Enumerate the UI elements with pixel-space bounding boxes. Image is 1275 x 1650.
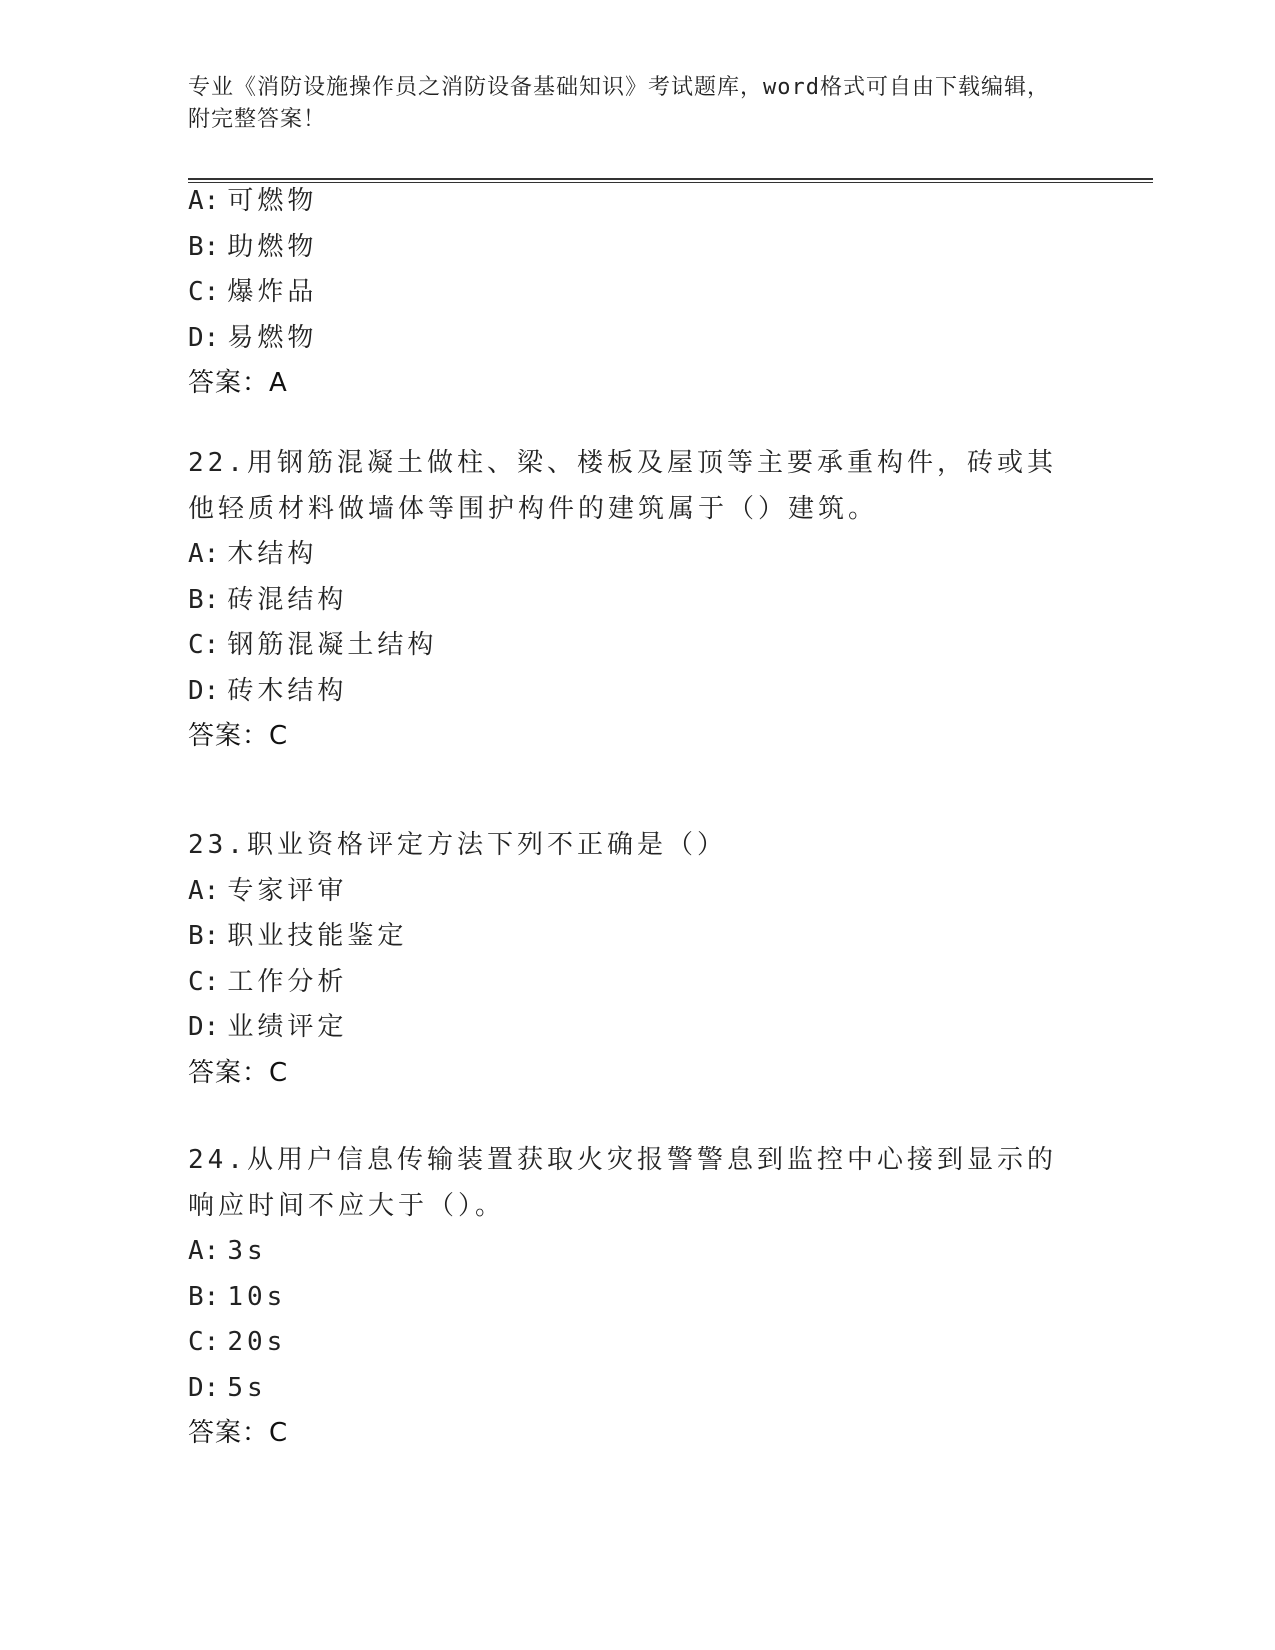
option-a: A: 3s — [188, 1236, 267, 1266]
option-a: A: 可燃物 — [188, 186, 318, 216]
answer-value: C — [269, 1057, 289, 1088]
question-22 — [188, 441, 1068, 760]
answer-line: 答案：C — [188, 1057, 289, 1088]
question-21 — [188, 179, 1068, 407]
option-c: C: 爆炸品 — [188, 277, 318, 307]
option-d: D: 业绩评定 — [188, 1012, 348, 1042]
answer-line: 答案：C — [188, 721, 289, 751]
option-a: A: 木结构 — [188, 539, 318, 569]
answer-line: 答案：C — [188, 1418, 289, 1448]
question-24 — [188, 1138, 1068, 1457]
document-page — [188, 0, 1153, 1650]
answer-value: A — [269, 368, 288, 398]
question-stem: 23.职业资格评定方法下列不正确是（） — [188, 830, 727, 860]
question-stem: 22.用钢筋混凝土做柱、梁、楼板及屋顶等主要承重构件，砖或其他轻质材料做墙体等围护构件的建筑属于（）建筑。 — [188, 448, 1057, 524]
document-header: 专业《消防设施操作员之消防设备基础知识》考试题库，word格式可自由下载编辑，附完整答案！ — [188, 75, 1050, 132]
option-a: A: 专家评审 — [188, 875, 348, 906]
option-b: B: 职业技能鉴定 — [188, 921, 408, 951]
option-d: D: 5s — [188, 1372, 267, 1403]
answer-line: 答案：A — [188, 368, 288, 398]
option-b: B: 助燃物 — [188, 231, 318, 262]
answer-value: C — [269, 1418, 289, 1448]
answer-value: C — [269, 721, 289, 751]
option-c: C: 钢筋混凝土结构 — [188, 630, 438, 660]
option-c: C: 20s — [188, 1327, 287, 1357]
option-c: C: 工作分析 — [188, 966, 348, 997]
question-23 — [188, 823, 1068, 1096]
option-b: B: 10s — [188, 1281, 287, 1312]
option-d: D: 砖木结构 — [188, 675, 348, 706]
question-stem: 24.从用户信息传输装置获取火灾报警警息到监控中心接到显示的响应时间不应大于（）。 — [188, 1145, 1057, 1221]
option-d: D: 易燃物 — [188, 322, 318, 353]
option-b: B: 砖混结构 — [188, 584, 348, 615]
